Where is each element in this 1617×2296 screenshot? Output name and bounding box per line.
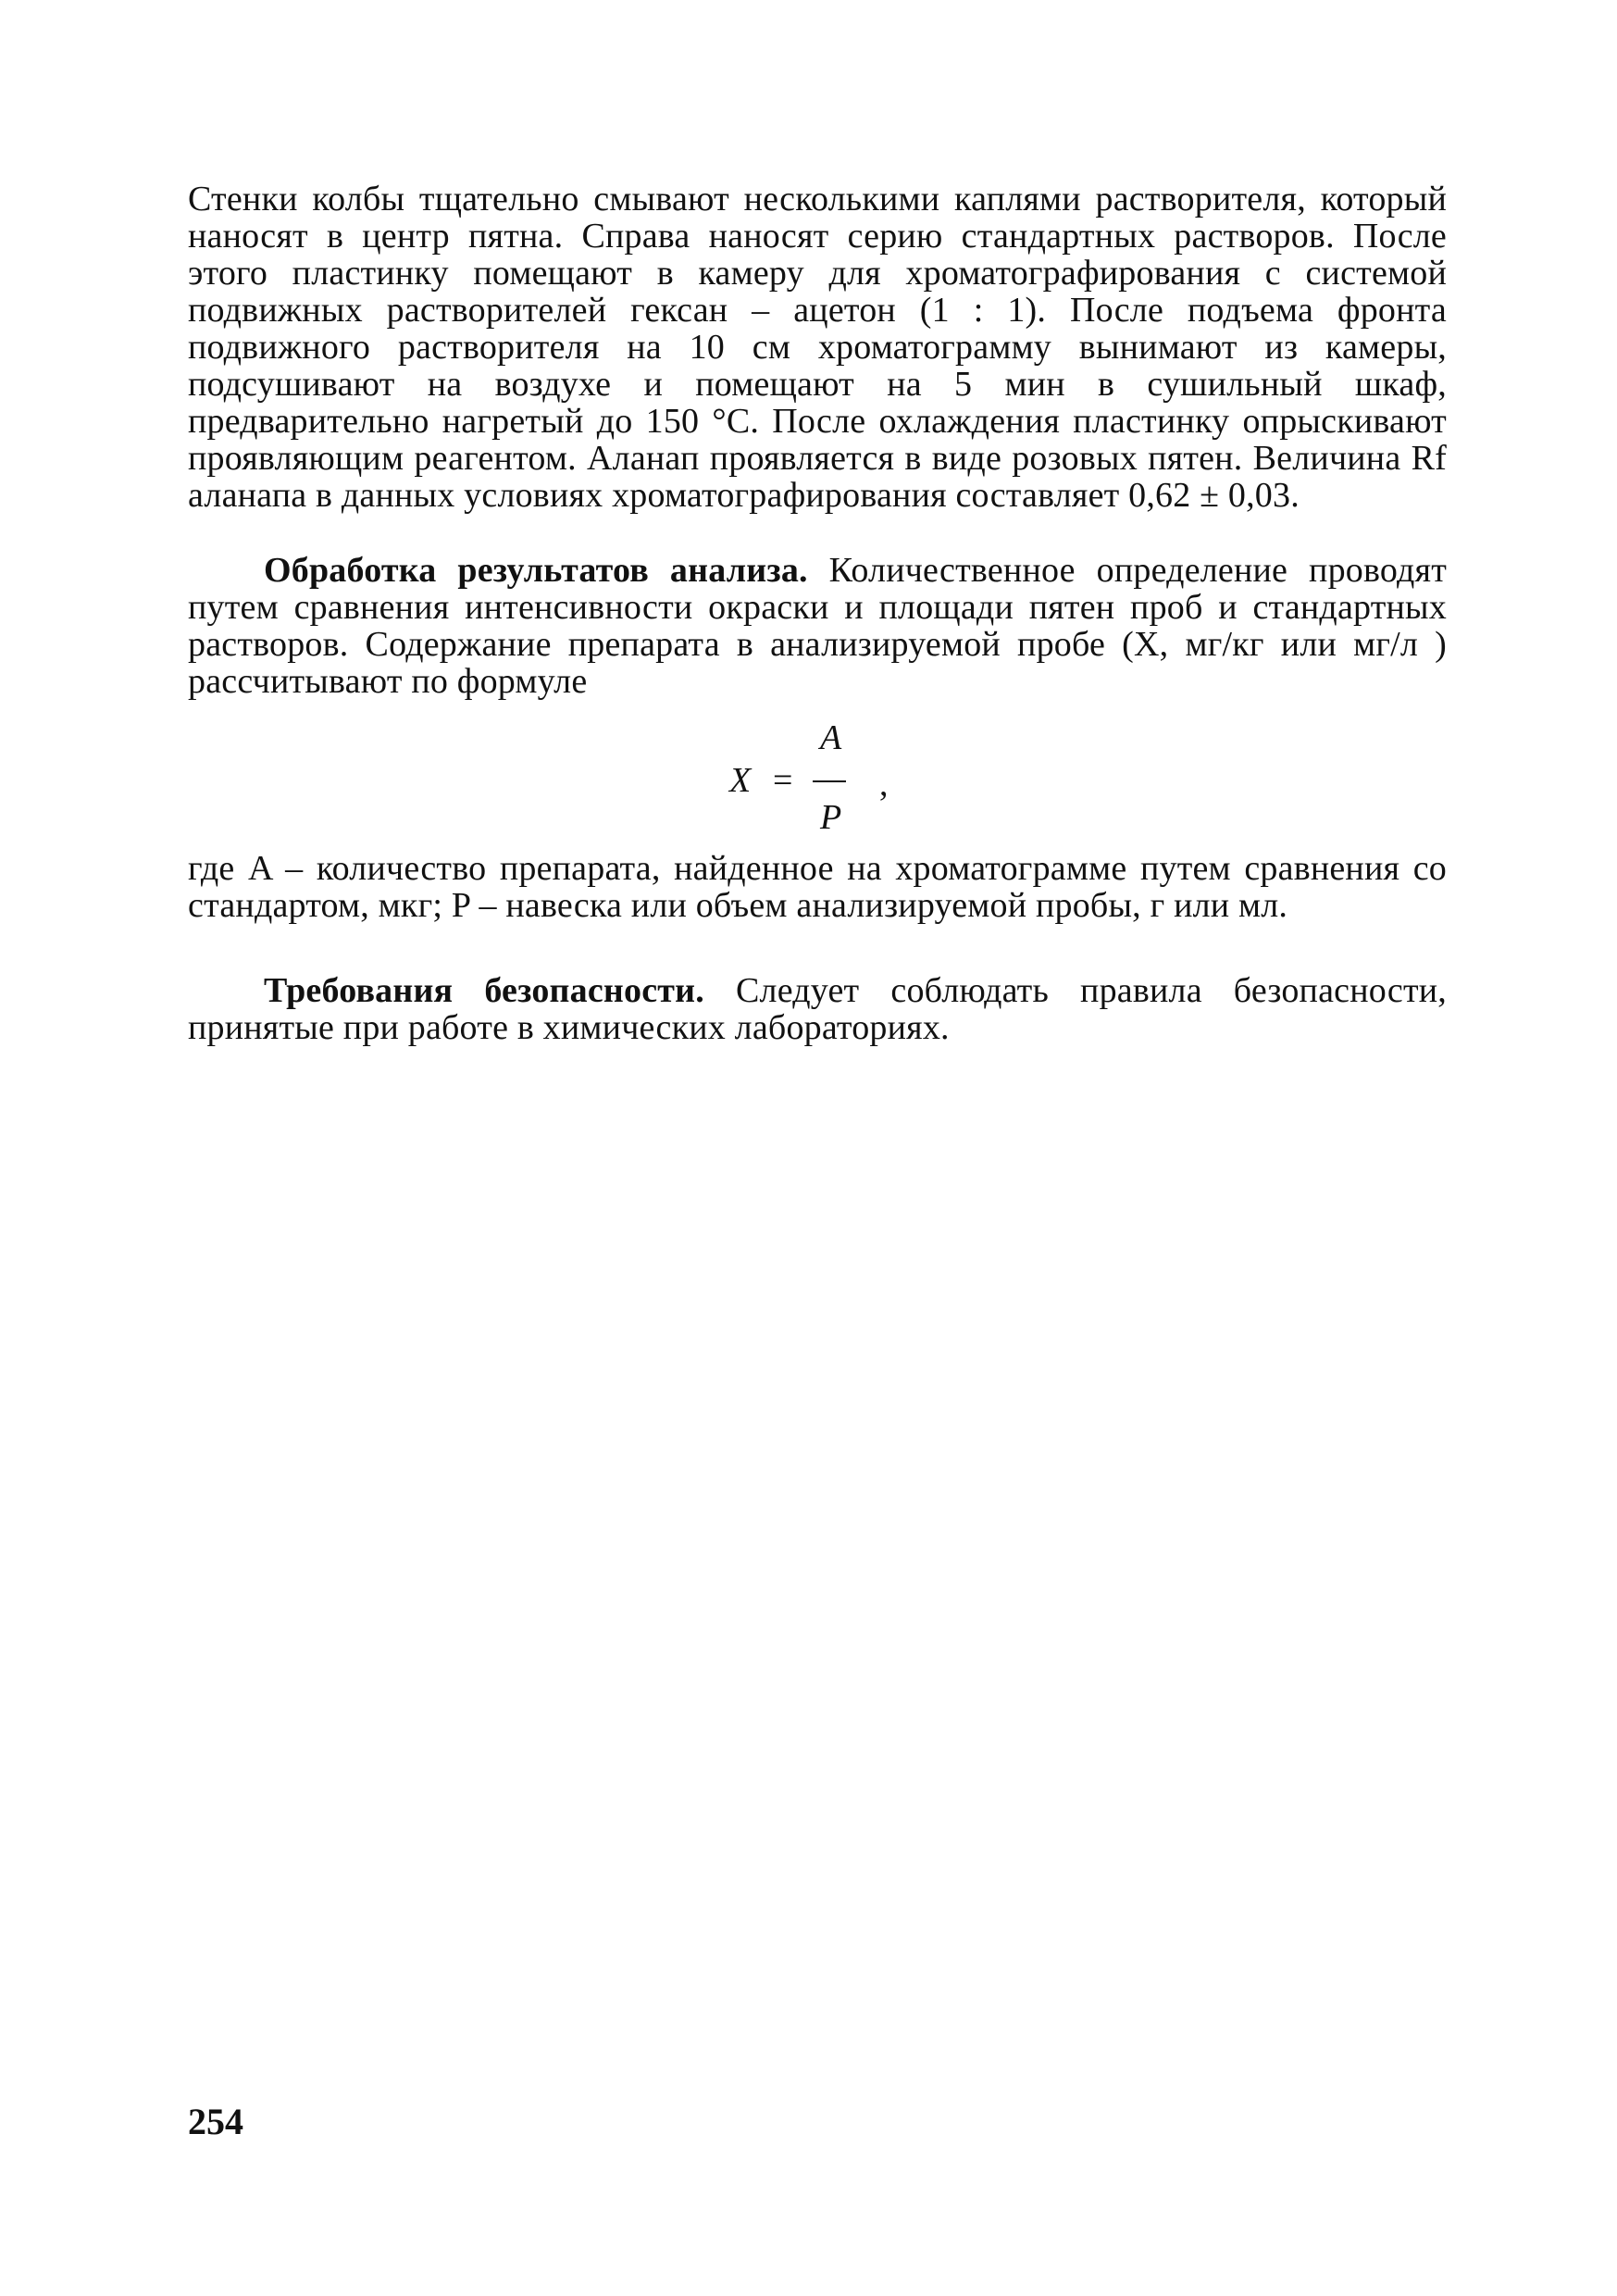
section-heading-safety: Требования безопасности.	[264, 971, 704, 1010]
paragraph-variable-definitions	[188, 850, 1447, 924]
paragraph-text: Следует соблюдать правила безопасности, принятые при работе в химических лабораториях.	[188, 971, 1447, 1047]
formula-comma: ,	[879, 765, 889, 804]
paragraph-safety	[188, 972, 1447, 1046]
formula-denominator: P	[820, 798, 842, 837]
formula-numerator: A	[820, 718, 842, 757]
paragraph-text: Количественное определение проводят путем сравнения интенсивности окраски и площади пятен проб и стандартных растворов. Содержание препарата в анализируемой пробе (X, мг/кг или мг/л ) рассчитывают по формуле	[188, 551, 1447, 701]
paragraph-procedure	[188, 181, 1447, 514]
page-number: 254	[188, 2101, 243, 2142]
formula-lhs: X	[729, 761, 752, 800]
paragraph-text: Стенки колбы тщательно смывают несколькими каплями растворителя, который наносят в центр пятна. Справа наносят серию стандартных растворов. После этого пластинку помещают в камеру для хроматографирования с системой подвижных растворителей гексан – ацетон (1 : 1). После подъема фронта подвижного растворителя на 10 см хроматограмму вынимают из камеры, подсушивают на воздухе и помещают на 5 мин в сушильный шкаф, предварительно нагретый до 150 °С. После охлаждения пластинку опрыскивают проявляющим реагентом. Аланап проявляется в виде розовых пятен. Величина Rf аланапа в данных условиях хроматографирования составляет 0,62 ± 0,03.	[188, 180, 1447, 515]
fraction-bar	[813, 780, 846, 782]
paragraph-text: где A – количество препарата, найденное на хроматограмме путем сравнения со стандартом, мкг; P – навеска или объем анализируемой пробы, г или мл.	[188, 849, 1447, 925]
formula	[703, 718, 944, 838]
paragraph-results-processing	[188, 552, 1447, 700]
formula-equals: =	[773, 761, 793, 800]
paragraph-body	[188, 552, 1447, 700]
section-heading-results: Обработка результатов анализа.	[264, 551, 808, 590]
paragraph-body	[188, 972, 1447, 1046]
